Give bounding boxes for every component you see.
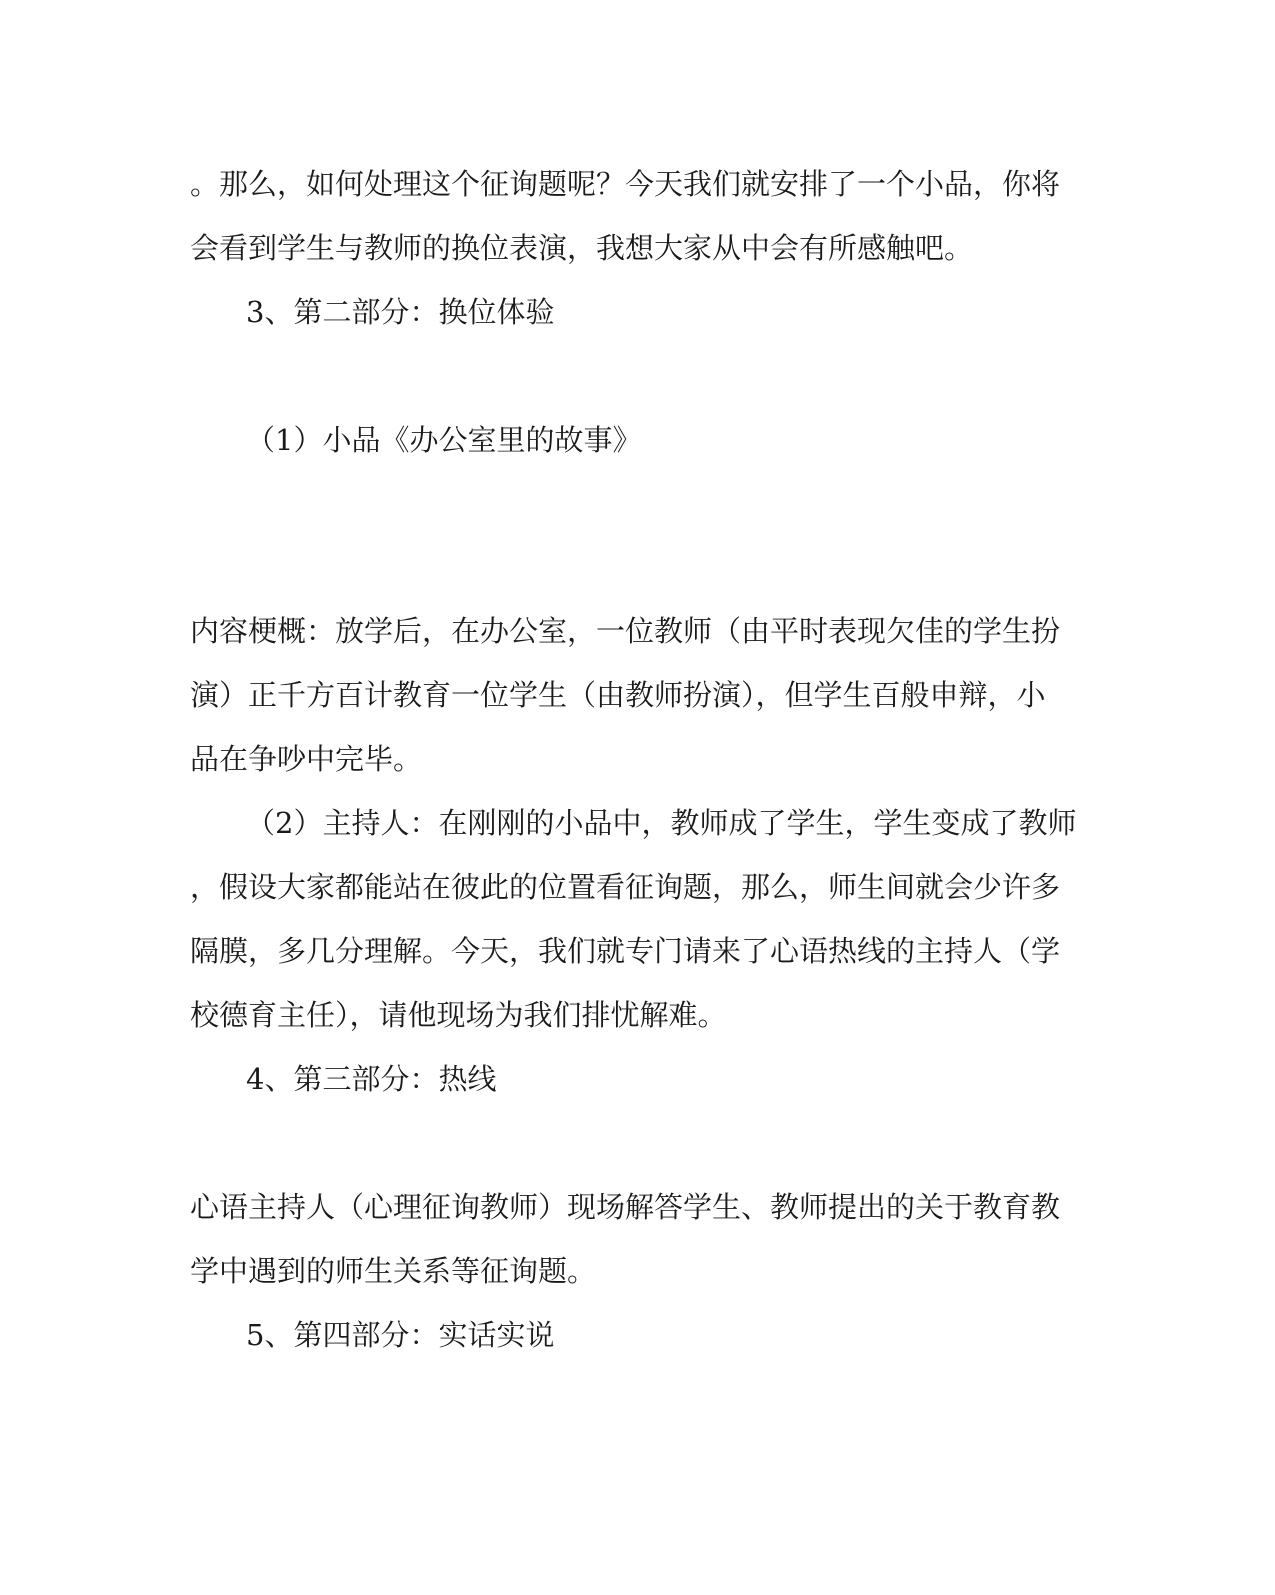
paragraph-line: 心语主持人（心理征询教师）现场解答学生、教师提出的关于教育教 <box>190 1190 1061 1224</box>
paragraph-line: 学中遇到的师生关系等征询题。 <box>190 1254 597 1288</box>
paragraph-line: 品在争吵中完毕。 <box>190 742 423 776</box>
section-heading: 3、第二部分：换位体验 <box>246 295 555 329</box>
paragraph-line: 内容梗概：放学后，在办公室，一位教师（由平时表现欠佳的学生扮 <box>190 614 1061 648</box>
paragraph-line: 演）正千方百计教育一位学生（由教师扮演），但学生百般申辩，小 <box>190 678 1046 712</box>
section-heading: 5、第四部分：实话实说 <box>246 1318 555 1352</box>
paragraph-line: 校德育主任），请他现场为我们排忧解难。 <box>190 998 727 1032</box>
paragraph-line: 隔膜，多几分理解。今天，我们就专门请来了心语热线的主持人（学 <box>190 934 1061 968</box>
paragraph-line: 会看到学生与教师的换位表演，我想大家从中会有所感触吧。 <box>190 231 974 265</box>
paragraph-line: （2）主持人：在刚刚的小品中，教师成了学生，学生变成了教师 <box>246 806 1077 840</box>
paragraph-line: ，假设大家都能站在彼此的位置看征询题，那么，师生间就会少许多 <box>190 870 1061 904</box>
section-heading: 4、第三部分：热线 <box>246 1062 497 1096</box>
paragraph-line: 。那么，如何处理这个征询题呢？今天我们就安排了一个小品，你将 <box>190 167 1061 201</box>
subsection-heading: （1）小品《办公室里的故事》 <box>246 423 642 457</box>
